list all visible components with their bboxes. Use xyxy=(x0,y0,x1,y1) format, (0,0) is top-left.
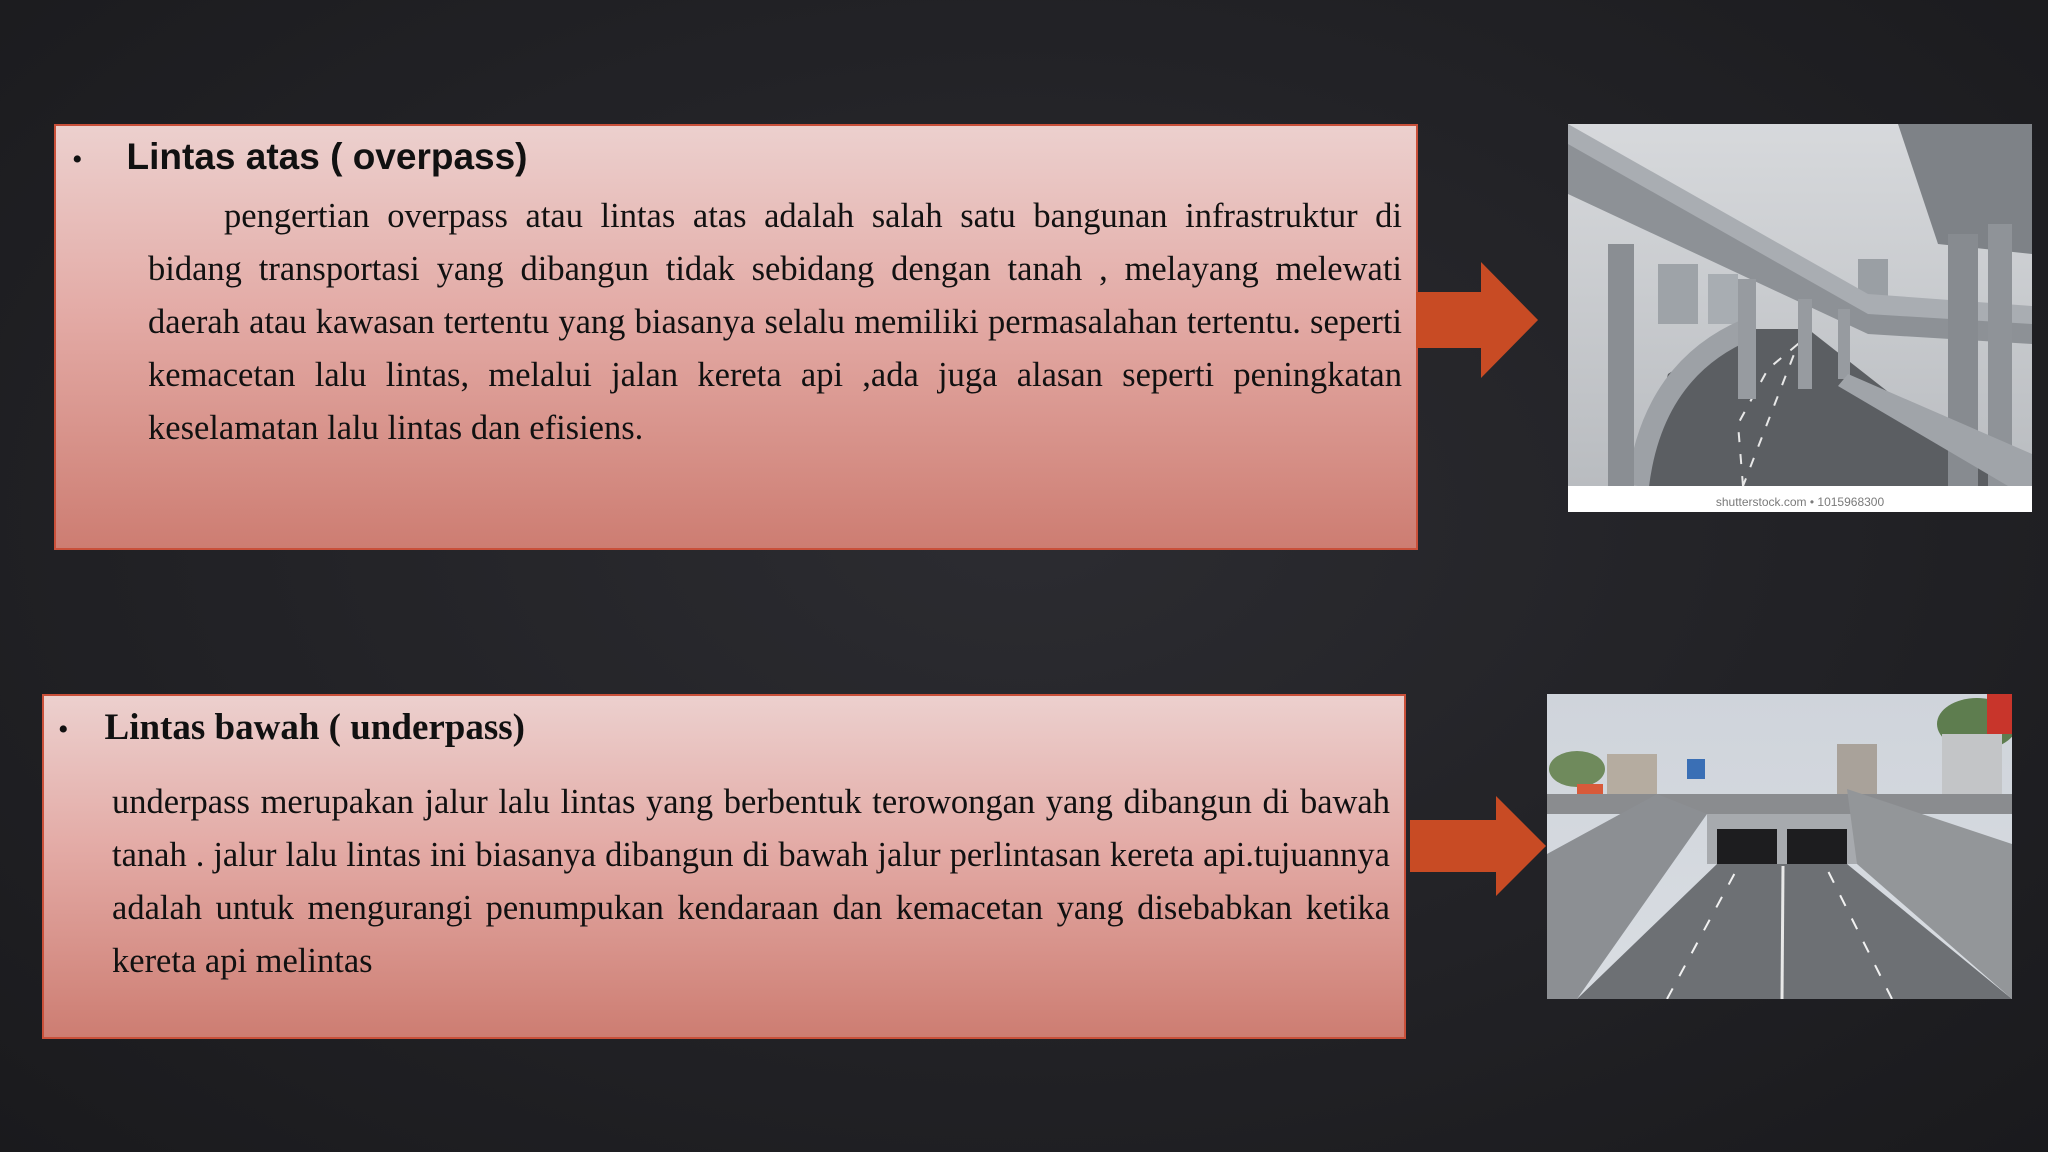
overpass-description: pengertian overpass atau lintas atas adalah salah satu bangunan infrastruktur di bidang transportasi yang dibangun tidak sebidang dengan tanah , melayang melewati daerah atau kawasan tertentu yang biasanya selalu memiliki permasalahan tertentu. seperti kemacetan lalu lintas, melalui jalan kereta api ,ada juga alasan seperti peningkatan keselamatan lalu lintas dan efisiens. xyxy=(148,197,1402,447)
overpass-photo xyxy=(1568,124,2032,512)
right-arrow-icon xyxy=(1410,796,1546,896)
overpass-text-box xyxy=(54,124,1418,550)
overpass-bullet: • xyxy=(72,143,83,176)
underpass-photo xyxy=(1547,694,2012,999)
underpass-description: underpass merupakan jalur lalu lintas yang berbentuk terowongan yang dibangun di bawah tanah . jalur lalu lintas ini biasanya dibangun di bawah jalur perlintasan kereta api.tujuannya adalah untuk mengurangi penumpukan kendaraan dan kemacetan yang disebabkan ketika kereta api melintas xyxy=(112,783,1390,980)
right-arrow-icon xyxy=(1416,262,1538,378)
overpass-illustration xyxy=(1568,124,2032,486)
photo-watermark: shutterstock.com • 1015968300 xyxy=(1715,495,1885,509)
overpass-heading xyxy=(72,136,528,178)
underpass-heading xyxy=(58,706,525,749)
underpass-illustration xyxy=(1547,694,2012,999)
underpass-text-box xyxy=(42,694,1406,1039)
underpass-bullet: • xyxy=(58,713,69,746)
underpass-title: Lintas bawah ( underpass) xyxy=(104,707,525,748)
overpass-title: Lintas atas ( overpass) xyxy=(126,136,528,177)
